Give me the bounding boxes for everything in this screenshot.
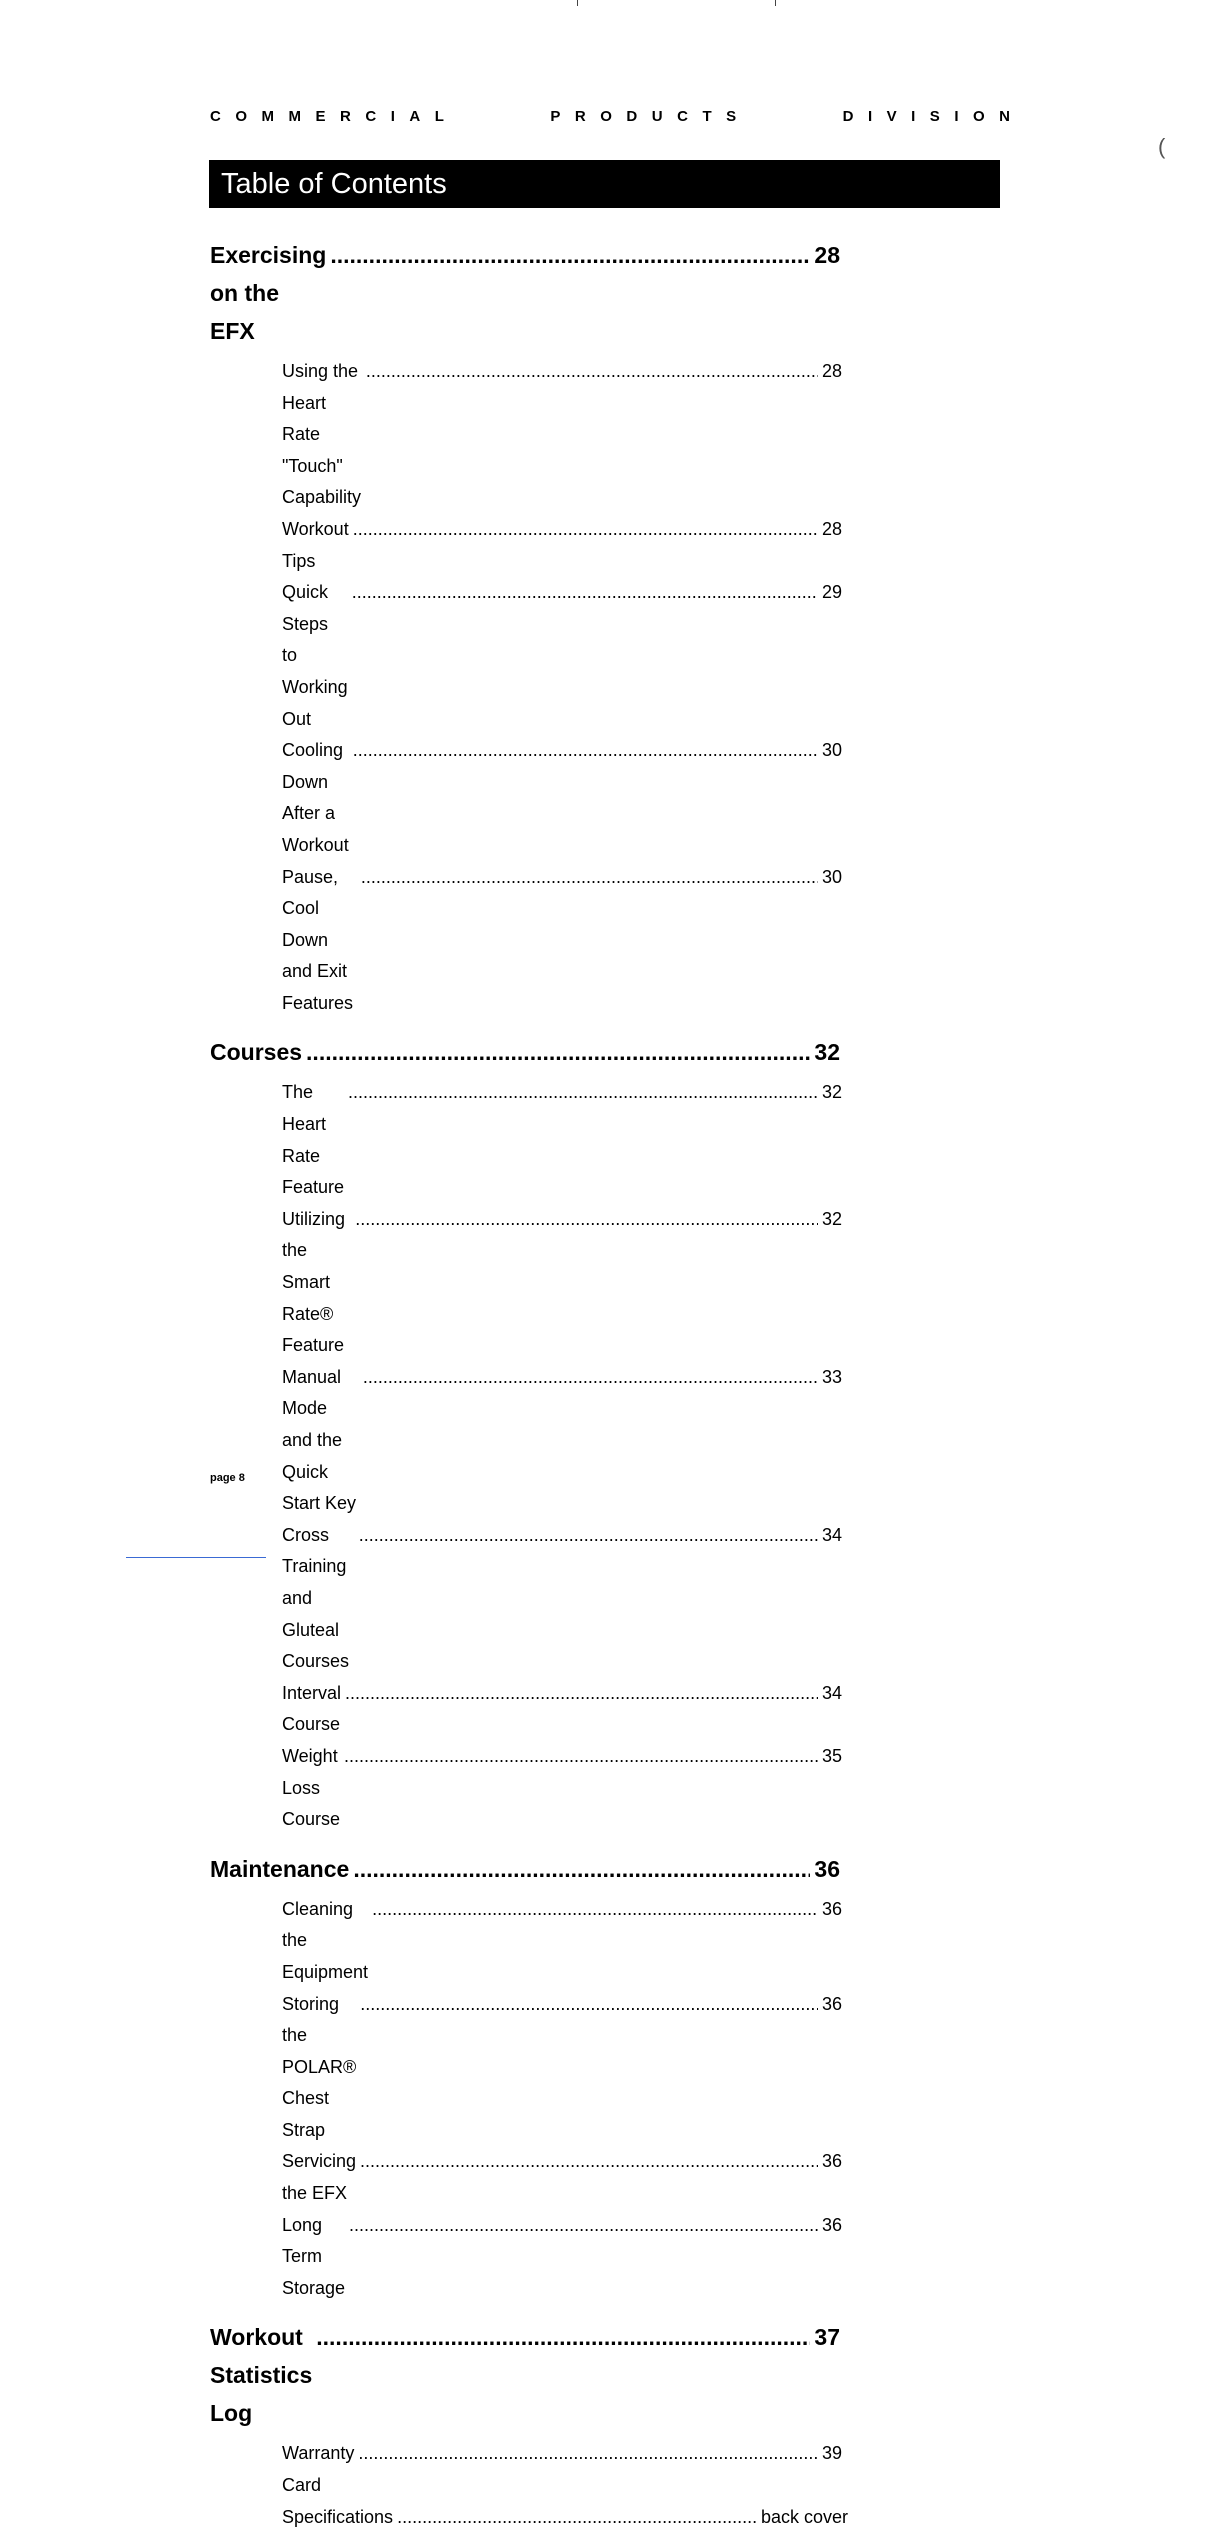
toc-banner xyxy=(209,160,1000,208)
toc-subsection-entry xyxy=(282,1204,842,1362)
subsection-title: Specifications xyxy=(282,2506,394,2527)
dot-leader xyxy=(353,735,818,767)
division-letter: L xyxy=(434,108,444,125)
subsection-page-number: 30 xyxy=(821,866,842,887)
division-letter: R xyxy=(574,108,586,125)
subsection-title: Servicing the EFX xyxy=(282,2151,357,2204)
division-letter: M xyxy=(261,108,275,125)
toc-subsection-entry xyxy=(282,1678,842,1741)
dot-leader xyxy=(348,1077,818,1109)
crop-mark-left xyxy=(577,0,578,6)
division-letter: T xyxy=(702,108,712,125)
subsection-title: Cleaning the Equipment xyxy=(282,1898,369,1982)
toc-section-entry xyxy=(210,2318,840,2432)
division-header xyxy=(210,108,1010,125)
toc-subsection-entry xyxy=(282,1894,842,1989)
division-letter: P xyxy=(550,108,561,125)
crop-mark-right xyxy=(775,0,776,6)
subsection-page-number: 28 xyxy=(821,361,842,381)
division-letter: R xyxy=(340,108,351,125)
subsection-title: Using the Heart Rate "Touch" Capability xyxy=(282,361,362,508)
dot-leader xyxy=(355,1204,818,1236)
dot-leader xyxy=(306,1033,810,1071)
toc-section-entry xyxy=(210,1033,840,1071)
subsection-title: Cross Training and Gluteal Courses xyxy=(282,1524,350,1672)
division-letter: C xyxy=(210,108,221,125)
subsection-page-number: 36 xyxy=(821,1993,842,2014)
division-letter: C xyxy=(677,108,688,125)
subsection-page-number: 36 xyxy=(821,2214,842,2235)
dot-leader xyxy=(353,1850,810,1888)
subsection-title: Interval Course xyxy=(282,1682,342,1735)
dot-leader xyxy=(345,1678,818,1710)
subsection-title: Weight Loss Course xyxy=(282,1745,341,1830)
section-page-number: 37 xyxy=(814,2324,840,2351)
dot-leader xyxy=(359,1520,818,1552)
toc-subsection-entry xyxy=(282,514,842,577)
subsection-page-number: 32 xyxy=(821,1208,842,1229)
toc-subsection-entry xyxy=(282,2210,842,2305)
subsection-page-number: 35 xyxy=(821,1745,842,1766)
division-letter: I xyxy=(954,108,959,125)
division-word xyxy=(550,108,736,125)
toc-subsection-list xyxy=(282,2438,850,2533)
dot-leader xyxy=(366,356,818,388)
subsection-page-number: 33 xyxy=(821,1366,842,1387)
toc-subsection-list xyxy=(282,1894,850,2305)
subsection-title: Cooling Down After a Workout xyxy=(282,740,349,855)
toc-section-entry xyxy=(210,236,840,350)
subsection-page-number: 29 xyxy=(821,582,842,603)
dot-leader xyxy=(360,2146,818,2178)
subsection-title: Manual Mode and the Quick Start Key xyxy=(282,1366,357,1514)
toc-subsection-entry xyxy=(282,2438,842,2501)
section-page-number: 32 xyxy=(814,1039,840,1066)
subsection-page-number: 36 xyxy=(821,2151,842,2172)
dot-leader xyxy=(363,1362,818,1394)
subsection-page-number: 30 xyxy=(821,740,842,761)
subsection-page-number: 39 xyxy=(821,2443,842,2464)
section-title: Exercising on the EFX xyxy=(210,242,327,344)
division-letter: U xyxy=(651,108,663,125)
page-number: page 8 xyxy=(210,1472,245,1484)
dot-leader xyxy=(361,862,818,894)
division-letter: S xyxy=(929,108,940,125)
subsection-title: Pause, Cool Down and Exit Features xyxy=(282,866,354,1013)
division-letter: S xyxy=(726,108,737,125)
dot-leader xyxy=(372,1894,818,1926)
toc-subsection-entry xyxy=(282,735,842,861)
subsection-page-number: 34 xyxy=(821,1682,842,1703)
division-letter: V xyxy=(886,108,897,125)
dot-leader xyxy=(397,2502,757,2534)
scan-edge-line xyxy=(126,1557,266,1558)
subsection-page-number: 32 xyxy=(821,1082,842,1103)
page-title: Table of Contents xyxy=(221,167,447,200)
division-letter: N xyxy=(999,108,1010,125)
division-letter: O xyxy=(600,108,612,125)
subsection-page-number: 36 xyxy=(821,1898,842,1919)
subsection-title: Utilizing the Smart Rate® Feature xyxy=(282,1208,346,1356)
toc-subsection-entry xyxy=(282,2502,848,2534)
toc-subsection-list xyxy=(282,356,850,1019)
subsection-page-number: 34 xyxy=(821,1524,842,1545)
toc-subsection-entry xyxy=(282,1362,842,1520)
division-word xyxy=(210,108,444,125)
section-title: Workout Statistics Log xyxy=(210,2324,313,2427)
section-title: Maintenance xyxy=(210,1855,350,1882)
subsection-title: Warranty Card xyxy=(282,2443,355,2496)
subsection-title: Storing the POLAR® Chest Strap xyxy=(282,1993,357,2140)
section-page-number: 36 xyxy=(814,1855,840,1882)
division-letter: D xyxy=(626,108,638,125)
toc-subsection-entry xyxy=(282,2146,842,2209)
subsection-title: Long Term Storage xyxy=(282,2214,346,2298)
subsection-title: The Heart Rate Feature xyxy=(282,1082,345,1198)
subsection-page-number: back cover xyxy=(760,2506,848,2527)
division-word xyxy=(843,108,1010,125)
dot-leader xyxy=(349,2210,818,2242)
toc-subsection-entry xyxy=(282,1077,842,1203)
division-letter: D xyxy=(842,108,854,125)
subsection-title: Workout Tips xyxy=(282,518,349,571)
margin-bracket-mark: ( xyxy=(1158,134,1166,159)
toc-subsection-entry xyxy=(282,356,842,514)
subsection-title: Quick Steps to Working Out xyxy=(282,582,348,729)
toc-subsection-list xyxy=(282,1077,850,1835)
division-letter: I xyxy=(911,108,916,125)
dot-leader xyxy=(352,577,818,609)
division-letter: E xyxy=(315,108,326,125)
toc-subsection-entry xyxy=(282,577,842,735)
toc-subsection-entry xyxy=(282,862,842,1020)
section-title: Courses xyxy=(210,1039,303,1066)
toc-subsection-entry xyxy=(282,1741,842,1836)
division-letter: I xyxy=(867,108,873,125)
dot-leader xyxy=(353,514,818,546)
dot-leader xyxy=(360,1989,818,2021)
division-letter: O xyxy=(235,108,248,125)
dot-leader xyxy=(344,1741,818,1773)
dot-leader xyxy=(316,2318,810,2356)
division-letter: C xyxy=(365,108,377,125)
division-letter: M xyxy=(288,108,302,125)
division-letter: I xyxy=(390,108,395,125)
subsection-page-number: 28 xyxy=(821,518,842,539)
table-of-contents xyxy=(210,236,850,2547)
toc-subsection-entry xyxy=(282,1520,842,1678)
division-letter: A xyxy=(409,108,421,125)
section-page-number: 28 xyxy=(814,242,840,268)
dot-leader xyxy=(358,2438,818,2470)
toc-subsection-entry xyxy=(282,1989,842,2147)
division-letter: O xyxy=(972,108,985,125)
toc-section-entry xyxy=(210,1850,840,1888)
dot-leader xyxy=(330,236,810,274)
